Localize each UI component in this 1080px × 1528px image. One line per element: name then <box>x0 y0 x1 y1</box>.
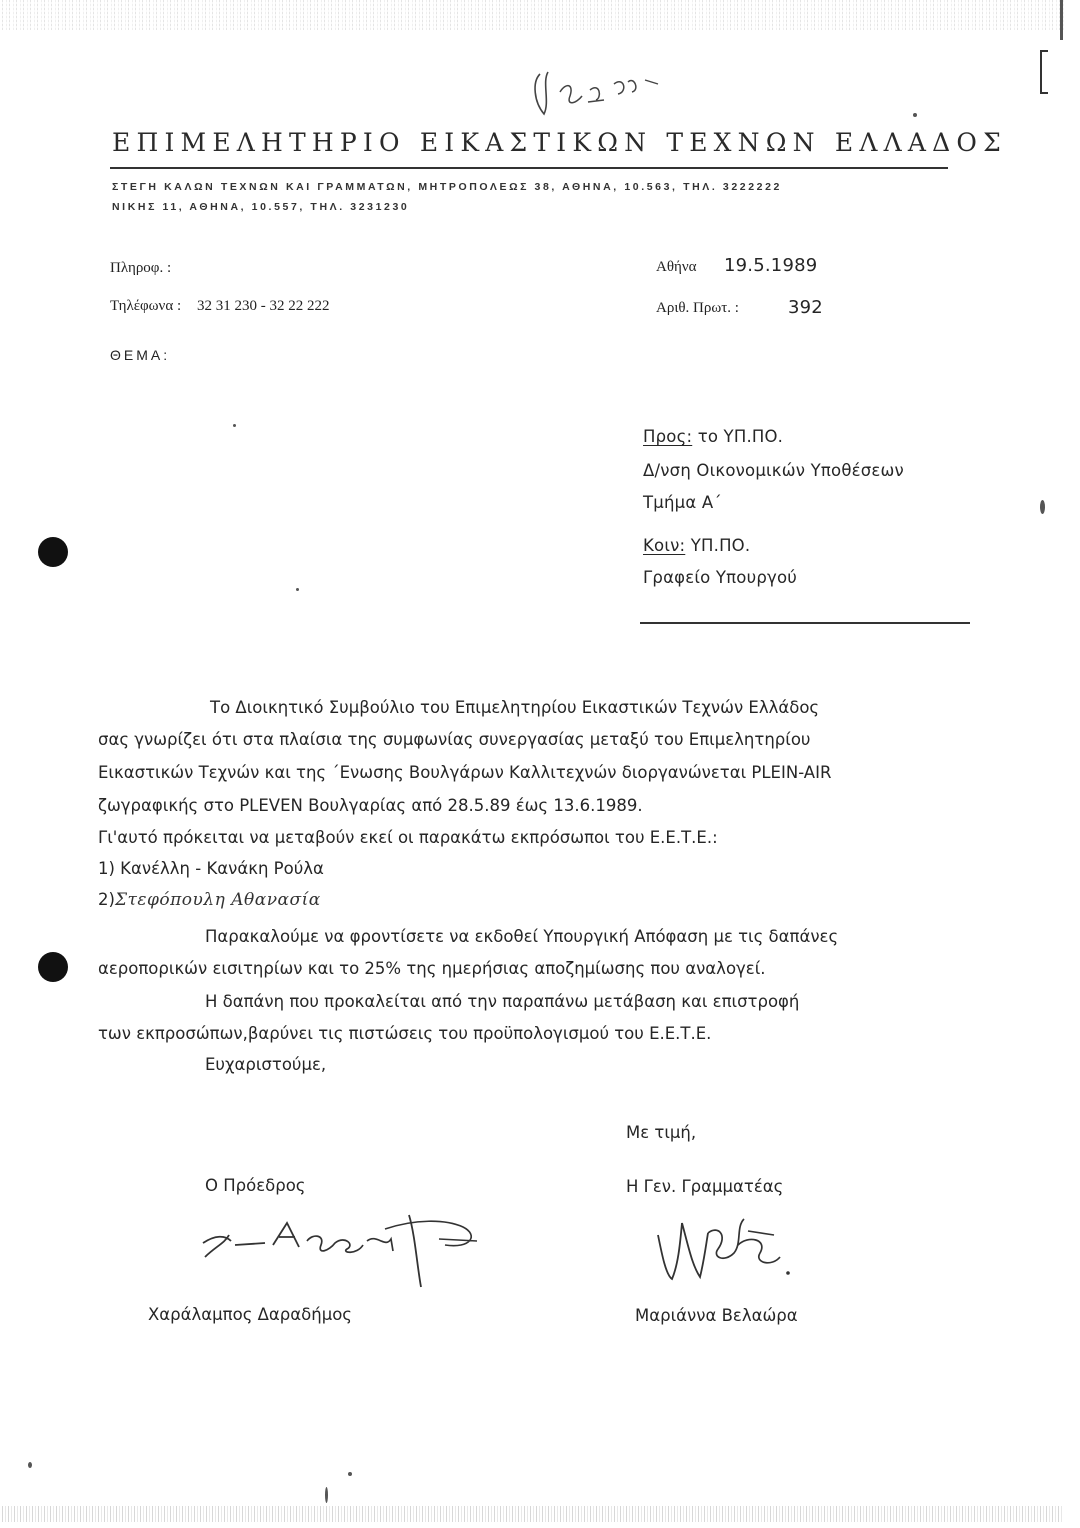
recipient-cc-line2: Γραφείο Υπουργού <box>643 568 798 587</box>
body-line-6: Παρακαλούμε να φροντίσετε να εκδοθεί Υπουργική Απόφαση με τις δαπάνες <box>205 927 839 946</box>
secretary-title: Η Γεν. Γραμματέας <box>626 1177 784 1196</box>
closing-regards: Με τιμή, <box>626 1123 697 1142</box>
scan-noise-overlay <box>0 0 1066 30</box>
delegate-item-2 <box>98 890 321 910</box>
organization-name: ΕΠΙΜΕΛΗΤΗΡΙΟ ΕΙΚΑΣΤΙΚΩΝ ΤΕΧΝΩΝ ΕΛΛΑΔΟΣ <box>112 128 1007 157</box>
body-thanks: Ευχαριστούμε, <box>205 1055 327 1074</box>
body-line-2: σας γνωρίζει ότι στα πλαίσια της συμφωνίας συνεργασίας μεταξύ του Επιμελητηρίου <box>98 730 811 749</box>
president-signature <box>195 1205 485 1295</box>
body-line-1: Το Διοικητικό Συμβούλιο του Επιμελητηρίου Εικαστικών Τεχνών Ελλάδος <box>210 698 820 717</box>
speck <box>296 588 299 591</box>
phones-label: Τηλέφωνα : <box>110 298 182 314</box>
body-line-7: αεροπορικών εισιτηρίων και το 25% της ημερήσιας αποζημίωσης που αναλογεί. <box>98 959 766 978</box>
recipient-to <box>643 427 783 446</box>
handwritten-note-top <box>530 62 680 132</box>
secretary-signature <box>648 1205 808 1305</box>
speck <box>348 1472 352 1476</box>
info-label: Πληροφ. : <box>110 260 172 276</box>
delegate-item-1: 1) Κανέλλη - Κανάκη Ρούλα <box>98 859 324 878</box>
body-line-5: Γι'αυτό πρόκειται να μεταβούν εκεί οι παρακάτω εκπρόσωποι του Ε.Ε.Τ.Ε.: <box>98 828 718 847</box>
subject-label: ΘΕΜΑ: <box>110 347 171 363</box>
margin-bracket-mark <box>1040 50 1048 94</box>
to-label: Προς: <box>643 427 693 446</box>
body-line-3: Εικαστικών Τεχνών και της ΄Ενωσης Βουλγάρων Καλλιτεχνών διοργανώνεται PLEIN-AIR <box>98 763 832 782</box>
speck <box>233 424 236 427</box>
delegate-item-2-handwritten: Στεφόπουλη Αθανασία <box>114 890 321 910</box>
speck <box>325 1487 328 1503</box>
scan-edge-mark <box>1060 0 1063 40</box>
recipient-to-line2: Δ/νση Οικονομικών Υποθέσεων <box>643 461 904 480</box>
phones-value: 32 31 230 - 32 22 222 <box>197 298 330 314</box>
to-value: το ΥΠ.ΠΟ. <box>697 427 784 446</box>
punch-hole-top <box>38 537 68 567</box>
protocol-label: Αριθ. Πρωτ. : <box>656 300 739 316</box>
recipients-divider <box>640 622 970 624</box>
scan-noise-bottom <box>0 1506 1062 1522</box>
recipient-cc <box>643 536 750 555</box>
body-line-4: ζωγραφικής στο PLEVEN Βουλγαρίας από 28.5.89 έως 13.6.1989. <box>98 796 643 815</box>
speck <box>1040 500 1045 514</box>
punch-hole-bottom <box>38 952 68 982</box>
body-line-8: Η δαπάνη που προκαλείται από την παραπάνω μετάβαση και επιστροφή <box>205 992 800 1011</box>
recipient-to-line3: Τμήμα Α΄ <box>643 493 722 512</box>
address-line-1: ΣΤΕΓΗ ΚΑΛΩΝ ΤΕΧΝΩΝ ΚΑΙ ΓΡΑΜΜΑΤΩΝ, ΜΗΤΡΟΠΟΛΕΩΣ 38, ΑΘΗΝΑ, 10.563, ΤΗΛ. 3222222 <box>112 181 782 193</box>
speck <box>28 1462 32 1468</box>
protocol-number: 392 <box>788 297 823 318</box>
cc-label: Κοιν: <box>643 536 686 555</box>
delegate-item-2-prefix: 2) <box>98 890 115 909</box>
cc-value: ΥΠ.ΠΟ. <box>690 536 751 555</box>
body-line-9: των εκπροσώπων,βαρύνει τις πιστώσεις του προϋπολογισμού του Ε.Ε.Τ.Ε. <box>98 1024 712 1043</box>
letterhead-rule <box>110 167 948 169</box>
address-line-2: ΝΙΚΗΣ 11, ΑΘΗΝΑ, 10.557, ΤΗΛ. 3231230 <box>112 201 410 213</box>
president-name: Χαράλαμπος Δαραδήμος <box>148 1305 352 1324</box>
speck <box>913 113 917 117</box>
letter-date: 19.5.1989 <box>724 255 818 276</box>
city-label: Αθήνα <box>656 259 697 275</box>
president-title: Ο Πρόεδρος <box>205 1176 306 1195</box>
secretary-name: Μαριάννα Βελαώρα <box>635 1306 798 1325</box>
